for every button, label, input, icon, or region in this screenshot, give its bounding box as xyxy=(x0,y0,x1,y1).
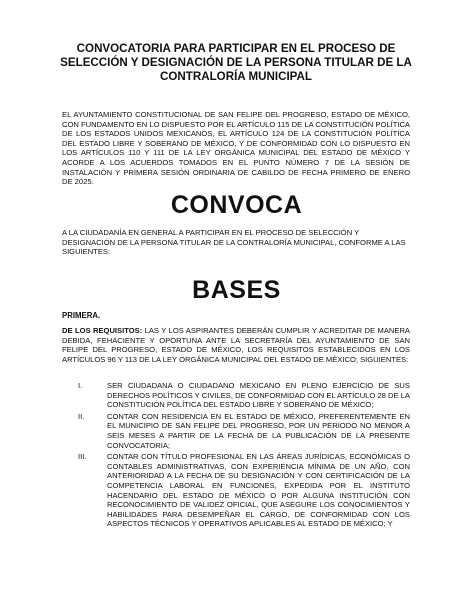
requisitos-label: DE LOS REQUISITOS: xyxy=(62,326,143,335)
item-numeral: II. xyxy=(78,411,85,421)
intro-paragraph: EL AYUNTAMIENTO CONSTITUCIONAL DE SAN FELIPE DEL PROGRESO, ESTADO DE MÉXICO, CON FUNDAMENTO EN LO DISPUESTO POR EL ARTÍCULO 115 DE LA CONSTITUCIÓN POLÍTICA DE LOS ESTADOS UNIDOS MEXICANOS, EL ARTÍCULO 124 DE LA CONSTITUCIÓN POLÍTICA DEL ESTADO LIBRE Y SOBERANO DE MÉXICO, Y DE CONFORMIDAD CON LO DISPUESTO EN LOS ARTÍCULOS 110 Y 111 DE LA LEY ORGÁNICA MUNICIPAL DEL ESTADO DE MÉXICO Y ACORDE A LOS ACUERDOS TOMADOS EN EL PUNTO NÚMERO 7 DE LA SESIÓN DE INSTALACIÓN Y PRIMERA SESIÓN ORDINARIA DE CABILDO DE FECHA PRIMERO DE ENERO DE 2025. xyxy=(62,110,410,187)
item-numeral: III. xyxy=(78,452,87,462)
item-text: CONTAR CON RESIDENCIA EN EL ESTADO DE MÉXICO, PREFERENTEMENTE EN EL MUNICIPIO DE SAN FELIPE DEL PROGRESO, POR UN PERIODO NO MENOR A SEIS MESES A PARTIR DE LA FECHA DE LA PUBLICACIÓN DE LA PRESENTE CONVOCATORIA; xyxy=(107,411,410,450)
item-text: CONTAR CON TÍTULO PROFESIONAL EN LAS ÁREAS JURÍDICAS, ECONÓMICAS O CONTABLES ADMINISTRATIVAS, CON EXPERIENCIA MÍNIMA DE UN AÑO, CON ANTERIORIDAD A LA FECHA DE SU DESIGNACIÓN Y CON CERTIFICACIÓN DE LA COMPETENCIA LABORAL EN FUNCIONES, EXPEDIDA POR EL INSTITUTO HACENDARIO DEL ESTADO DE MÉXICO O POR ALGUNA INSTITUCIÓN CON RECONOCIMIENTO DE VALIDEZ OFICIAL, QUE ASEGURE LOS CONOCIMIENTOS Y HABILIDADES PARA DESEMPEÑAR EL CARGO, DE CONFORMIDAD CON LOS ASPECTOS TÉCNICOS Y OPERATIVOS APLICABLES AL ESTADO DE MÉXICO; Y xyxy=(107,452,410,529)
list-item xyxy=(62,381,410,410)
item-numeral: I. xyxy=(78,381,83,390)
invitation-paragraph: A LA CIUDADANÍA EN GENERAL A PARTICIPAR EN EL PROCESO DE SELECCIÓN Y DESIGNACIÓN DE LA PERSONA TITULAR DE LA CONTRALORÍA MUNICIPAL, CONFORME A LAS SIGUIENTES: xyxy=(62,228,406,257)
primera-label: PRIMERA. xyxy=(62,311,101,320)
convoca-heading: CONVOCA xyxy=(170,191,303,219)
requisitos-text: LAS Y LOS ASPIRANTES DEBERÁN CUMPLIR Y ACREDITAR DE MANERA DEBIDA, FEHACIENTE Y OPORTUNA ANTE LA SECRETARÍA DEL AYUNTAMIENTO DE SAN FELIPE DEL PROGRESO, ESTADO DE MÉXICO, LOS REQUISITOS ESTABLECIDOS EN LOS ARTÍCULOS 96 Y 113 DE LA LEY ORGÁNICA MUNICIPAL DEL ESTADO DE MÉXICO; SIGUIENTES: xyxy=(62,326,410,364)
bases-heading: BASES xyxy=(192,276,281,304)
document-title: CONVOCATORIA PARA PARTICIPAR EN EL PROCESO DE SELECCIÓN Y DESIGNACIÓN DE LA PERSONA TITULAR DE LA CONTRALORÍA MUNICIPAL xyxy=(60,42,412,83)
item-text: SER CIUDADANA O CIUDADANO MEXICANO EN PLENO EJERCICIO DE SUS DERECHOS POLÍTICOS Y CIVILES, DE CONFORMIDAD CON EL ARTÍCULO 28 DE LA CONSTITUCIÓN POLÍTICA DEL ESTADO LIBRE Y SOBERANO DE MÉXICO; xyxy=(107,381,410,410)
requisitos-paragraph xyxy=(62,326,410,364)
list-item xyxy=(62,412,410,450)
list-item xyxy=(62,452,410,529)
requisitos-list xyxy=(62,381,410,531)
